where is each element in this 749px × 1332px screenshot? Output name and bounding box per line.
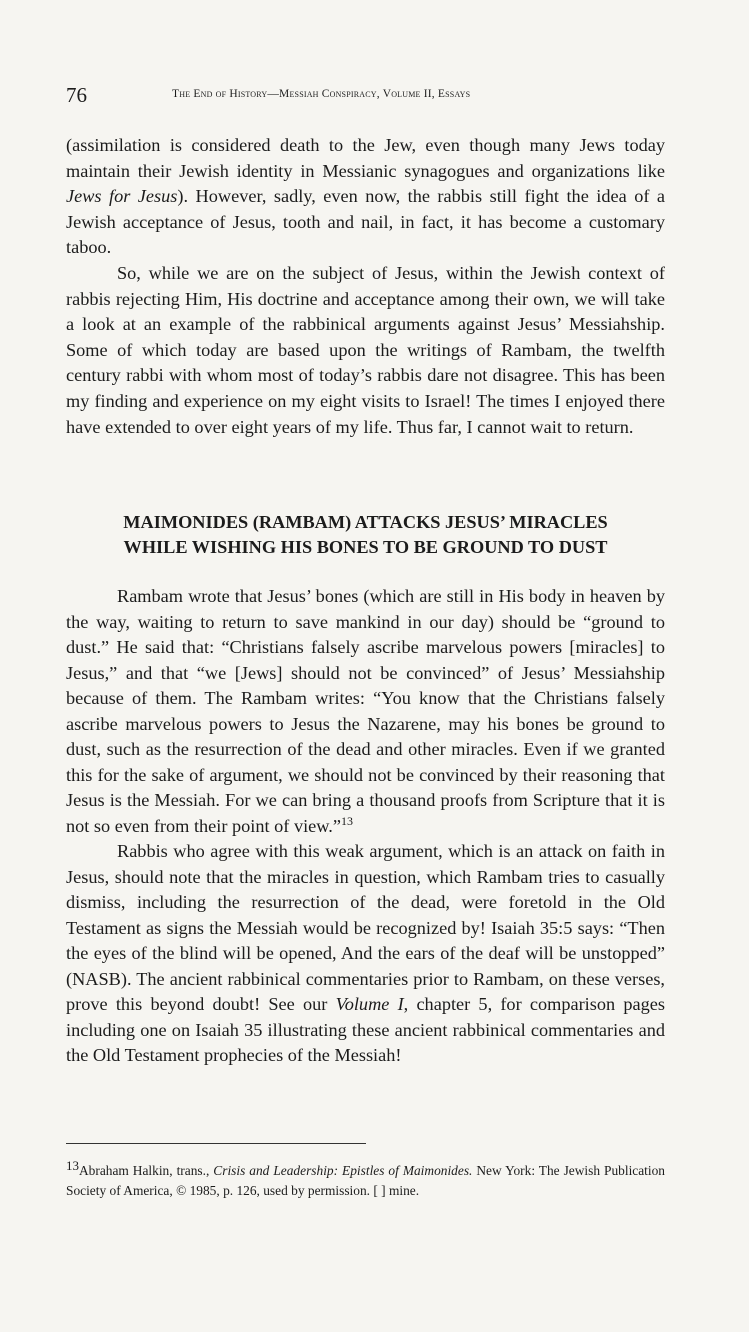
page-number: 76 xyxy=(66,83,87,107)
heading-line-1: MAIMONIDES (RAMBAM) ATTACKS JESUS’ MIRACLES xyxy=(123,512,608,532)
paragraph-2: So, while we are on the subject of Jesus, within the Jewish context of rabbis rejecting Him, His doctrine and acceptance among their own, we will take a look at an example of the rabbinical arguments against Jesus’ Messiahship. Some of which today are based upon the writings of Rambam, the twelfth century rabbi with whom most of today’s rabbis dare not disagree. This has been my finding and experience on my eight visits to Israel! The times I enjoyed there have extended to over eight years of my life. Thus far, I cannot wait to return. xyxy=(66,262,665,437)
footnote: 13Abraham Halkin, trans., Crisis and Leadership: Epistles of Maimonides. New York: The Jewish Publication Society of America, © 1985, p. 126, used by permission. [ ] mine. xyxy=(66,1158,666,1198)
italic-jews-for-jesus: Jews for Jesus xyxy=(66,186,178,207)
paragraph-3: Rambam wrote that Jesus’ bones (which are still in His body in heaven by the way, waiting to return to save mankind in our day) should be “ground to dust.” He said that: “Christians falsely ascribe marvelous powers [miracles] to Jesus,” and that “we [Jews] should not be convinced” of Jesus’ Messiahship because of them. The Rambam writes: “You know that the Christians falsely ascribe marvelous powers to Jesus the Nazarene, may his bones be ground to dust, such as the resurrection of the dead and other miracles. Even if we granted this for the sake of argument, we should not be convinced by their reasoning that Jesus is the Messiah. For we can bring a thousand proofs from Scripture that it is not so even from their point of view.”$^{13}$ xyxy=(66,586,665,836)
body-text-top xyxy=(66,133,665,440)
footnote-number: 13 xyxy=(66,1158,79,1173)
paragraph-4: Rabbis who agree with this weak argument, which is an attack on faith in Jesus, should note that the miracles in question, which Rambam tries to casually dismiss, including the resurrection of the dead, were foretold in the Old Testament as signs the Messiah would be recognized by! Isaiah 35:5 says: “Then the eyes of the blind will be opened, And the ears of the deaf will be unstopped” (NASB). The ancient rabbinical commentaries prior to Rambam, on these verses, prove this beyond doubt! See our Volume I, chapter 5, for comparison pages including one on Isaiah 35 illustrating these ancient rabbinical commentaries and the Old Testament prophecies of the Messiah! xyxy=(66,841,665,1065)
body-text-bottom xyxy=(66,584,665,1069)
paragraph-1: (assimilation is considered death to the Jew, even though many Jews today maintain their Jewish identity in Messianic synagogues and organizations like Jews for Jesus). However, sadly, even now, the rabbis still fight the idea of a Jewish acceptance of Jesus, tooth and nail, in fact, it has become a customary taboo. xyxy=(66,135,666,258)
heading-line-2: WHILE WISHING HIS BONES TO BE GROUND TO DUST xyxy=(123,537,608,557)
page-header xyxy=(66,83,665,109)
footnote-divider xyxy=(66,1143,366,1144)
running-title: The End of History—Messiah Conspiracy, Volume II, Essays xyxy=(172,88,471,100)
footnote-reference[interactable]: 13 xyxy=(341,813,353,828)
section-heading xyxy=(66,510,665,560)
footnote-book-title: Crisis and Leadership: Epistles of Maimonides. xyxy=(213,1163,473,1178)
italic-volume-i: Volume I xyxy=(335,994,404,1014)
